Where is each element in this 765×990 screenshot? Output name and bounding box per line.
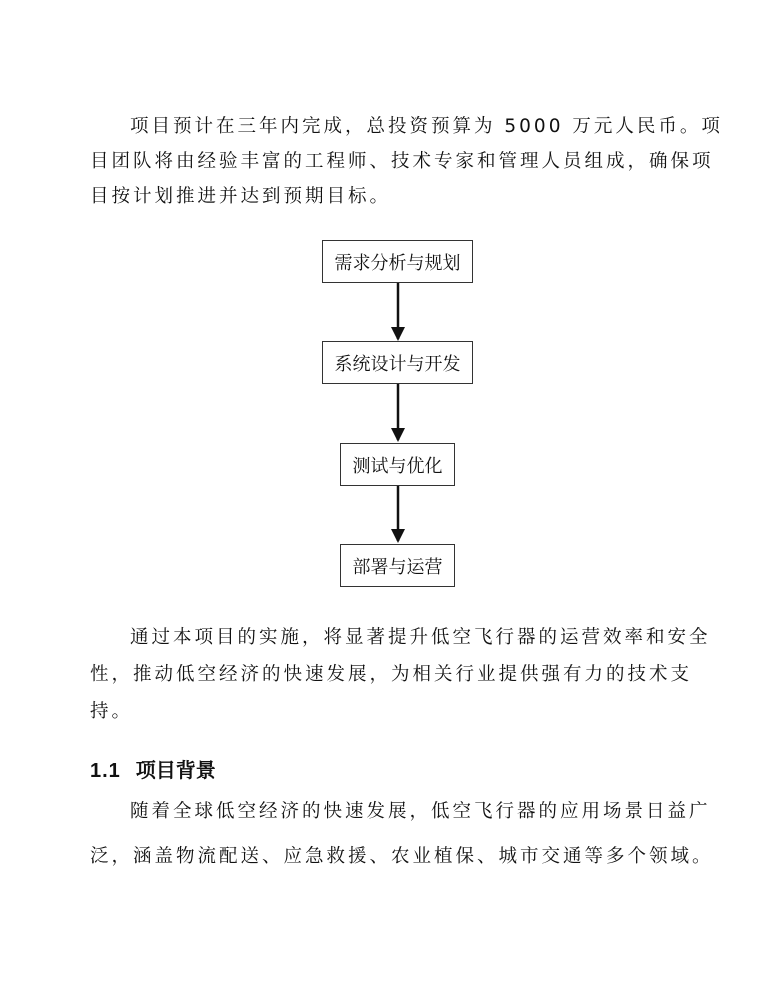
paragraph-line: 性，推动低空经济的快速发展，为相关行业提供强有力的技术支 [90, 664, 693, 685]
arrowhead-icon [391, 327, 405, 341]
paragraph-line: 项目预计在三年内完成，总投资预算为 5000 万元人民币。项 [130, 116, 723, 137]
paragraph-line: 随着全球低空经济的快速发展，低空飞行器的应用场景日益广 [130, 801, 711, 822]
section-heading [90, 760, 216, 781]
paragraph-line: 目按计划推进并达到预期目标。 [90, 186, 392, 207]
flowchart-step-label: 需求分析与规划 [334, 252, 461, 274]
paragraph-line: 目团队将由经验丰富的工程师、技术专家和管理人员组成，确保项 [90, 151, 714, 172]
flowchart-step-label: 部署与运营 [352, 556, 443, 578]
section-number: 1.1 [90, 760, 121, 782]
paragraph-line: 泛，涵盖物流配送、应急救援、农业植保、城市交通等多个领域。 [90, 846, 714, 867]
arrowhead-icon [391, 428, 405, 442]
flowchart-step-label: 测试与优化 [352, 455, 443, 477]
flowchart-step-2 [322, 341, 473, 384]
arrowhead-icon [391, 529, 405, 543]
paragraph-line: 通过本项目的实施，将显著提升低空飞行器的运营效率和安全 [130, 627, 711, 648]
flowchart-step-3 [340, 443, 455, 486]
flowchart-step-4 [340, 544, 455, 587]
flowchart-step-label: 系统设计与开发 [334, 353, 461, 375]
section-title: 项目背景 [135, 758, 216, 782]
paragraph-line: 持。 [90, 701, 134, 722]
flowchart-step-1 [322, 240, 473, 283]
